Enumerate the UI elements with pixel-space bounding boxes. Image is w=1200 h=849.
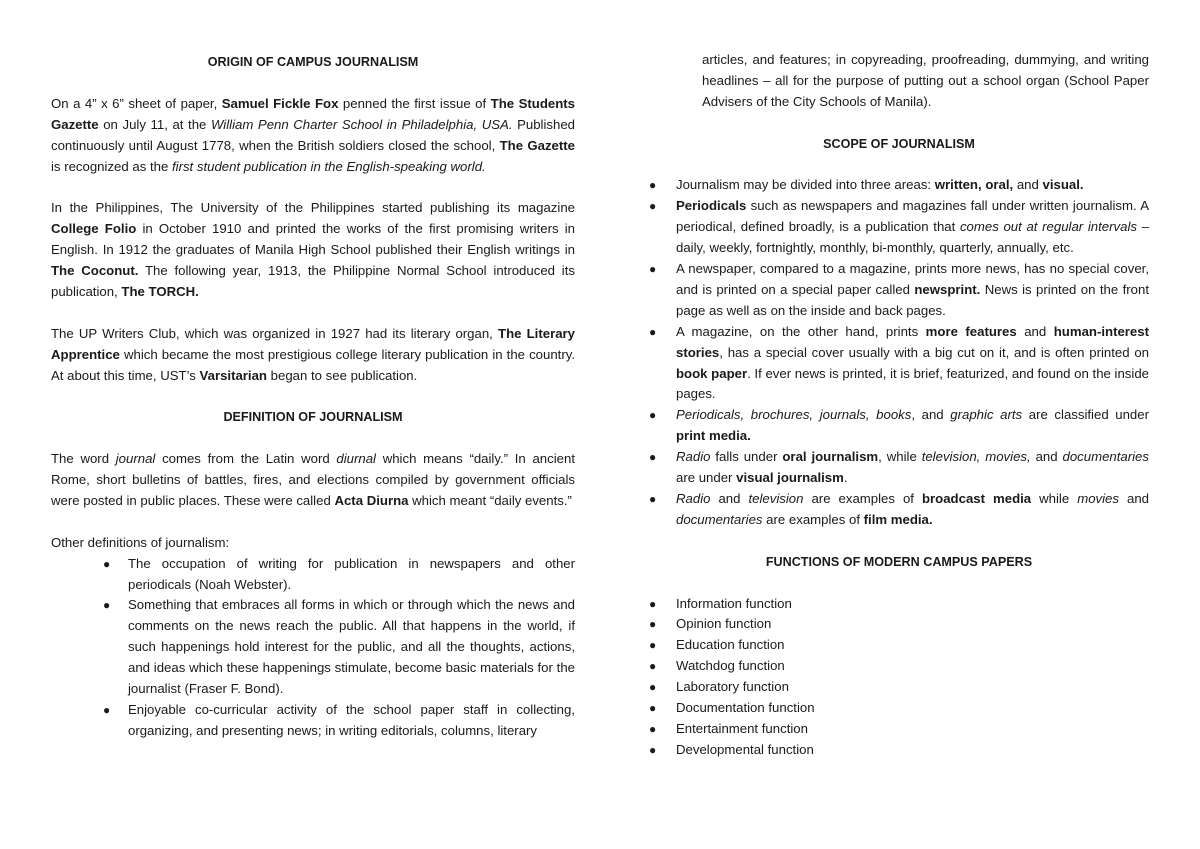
text: Journalism may be divided into three areas:: [676, 177, 935, 193]
text: is recognized as the: [51, 158, 172, 174]
scope-heading: SCOPE OF JOURNALISM: [823, 136, 975, 151]
text: News is printed on the front page as well as on the inside and back pages.: [676, 281, 1149, 318]
list-item-text: Opinion function: [676, 616, 772, 632]
definition-paragraph: [51, 449, 575, 512]
list-item-text: Entertainment function: [676, 720, 808, 736]
text: which means “daily.” In ancient Rome, short bulletins of battles, fires, and elections compiled by government officials were posted in public places. These were called: [51, 451, 575, 508]
text: , and: [911, 407, 951, 423]
functions-list: [649, 594, 1149, 761]
list-item: [649, 635, 1149, 656]
text: The UP Writers Club, which was organized in 1927 had its literary organ,: [51, 325, 499, 341]
list-item: [649, 196, 1149, 259]
bullet-icon: ●: [649, 596, 657, 611]
list-item-text: Laboratory function: [676, 679, 789, 695]
bold-text: College Folio: [51, 221, 137, 237]
text: – daily, weekly, fortnightly, monthly, bi-monthly, quarterly, annually, etc.: [676, 219, 1149, 256]
bold-text: Varsitarian: [199, 367, 267, 383]
text: A magazine, on the other hand, prints: [676, 323, 926, 339]
bold-text: film media.: [863, 511, 933, 527]
text: in October 1910 and printed the works of the first promising writers in English. In 1912 the graduates of Manila High School published their English writings in: [51, 221, 575, 258]
text: are under: [676, 470, 737, 486]
text: which meant “daily events.”: [408, 492, 572, 508]
italic-text: journal: [115, 451, 156, 467]
list-item: [649, 614, 1149, 635]
origin-paragraph-3: [51, 324, 575, 387]
other-definitions-label: Other definitions of journalism:: [51, 534, 230, 550]
definitions-list: [103, 554, 575, 742]
bold-text: human-interest stories: [676, 323, 1149, 360]
text: are examples of: [762, 511, 864, 527]
text: The following year, 1913, the Philippine Normal School introduced its publication,: [51, 263, 575, 299]
list-item: [649, 677, 1149, 698]
text: such as newspapers and magazines fall under written journalism. A periodical, defined broadly, is a publication that: [676, 198, 1149, 235]
text: which became the most prestigious college literary publication in the country. At about this time, UST’s: [51, 346, 575, 383]
list-item-text: Information function: [676, 595, 792, 611]
italic-text: diurnal: [336, 451, 376, 467]
italic-text: movies: [1077, 491, 1119, 506]
text: and: [1013, 177, 1043, 193]
list-item: [103, 700, 575, 742]
bullet-icon: ●: [649, 680, 657, 695]
bold-text: The Students Gazette: [51, 95, 575, 132]
italic-text: Periodicals, brochures, journals, books: [676, 407, 912, 423]
origin-heading: ORIGIN OF CAMPUS JOURNALISM: [207, 55, 419, 69]
bullet-icon: ●: [649, 262, 657, 277]
bold-text: oral journalism: [782, 449, 879, 465]
list-item: [649, 698, 1149, 719]
right-column: [649, 50, 1149, 782]
text: falls under: [710, 449, 783, 465]
origin-paragraph-1: [51, 94, 575, 178]
bullet-icon: ●: [649, 742, 657, 757]
italic-text: Radio: [676, 491, 711, 506]
list-item: [649, 740, 1149, 761]
bullet-icon: ●: [649, 178, 657, 193]
bold-text: The Gazette: [499, 137, 576, 153]
text: , while: [878, 449, 922, 465]
list-item: [649, 656, 1149, 677]
bold-text: Samuel Fickle Fox: [221, 95, 339, 111]
bullet-icon: ●: [649, 450, 657, 465]
bullet-icon: ●: [649, 492, 657, 506]
bold-text: The TORCH.: [121, 283, 199, 299]
text: A newspaper, compared to a magazine, prints more news, has no special cover, and is printed on a special paper called: [676, 261, 1149, 297]
italic-text: comes out at regular intervals: [959, 219, 1137, 235]
italic-text: documentaries: [676, 511, 763, 527]
bullet-icon: ●: [649, 701, 657, 716]
italic-text: William Penn Charter School in Philadelphia, USA.: [210, 116, 513, 132]
bold-text: broadcast media: [921, 491, 1032, 506]
text: on July 11, at the: [98, 116, 211, 132]
bold-text: The Coconut.: [51, 263, 139, 279]
list-item: [649, 594, 1149, 615]
bullet-icon: ●: [649, 721, 657, 736]
bold-text: Periodicals: [676, 198, 747, 214]
bullet-icon: ●: [649, 408, 657, 423]
list-item-text: Education function: [676, 637, 785, 653]
definition-continuation: articles, and features; in copyreading, proofreading, dummying, and writing headlines – all for the purpose of putting out a school organ (School Paper Advisers of the City Schools of Manila).: [702, 52, 1149, 109]
text: and: [1118, 491, 1149, 506]
bold-text: book paper: [676, 365, 748, 381]
text: The word: [51, 451, 116, 467]
text: comes from the Latin word: [155, 451, 337, 467]
bold-text: Acta Diurna: [334, 492, 409, 508]
bold-text: newsprint.: [914, 281, 981, 297]
list-item: [103, 554, 575, 596]
bullet-icon: ●: [649, 617, 657, 632]
italic-text: graphic arts: [950, 407, 1023, 423]
bullet-icon: ●: [649, 324, 657, 339]
definition-heading: DEFINITION OF JOURNALISM: [223, 410, 403, 425]
bullet-icon: ●: [649, 638, 657, 653]
text: Published continuously until August 1778, when the British soldiers closed the school,: [51, 116, 575, 153]
list-item: [649, 719, 1149, 740]
left-column: [51, 52, 575, 742]
bullet-icon: ●: [103, 598, 111, 613]
text: penned the first issue of: [338, 95, 491, 111]
text: and: [710, 491, 749, 506]
list-item: [649, 447, 1149, 489]
italic-text: television, movies,: [921, 449, 1031, 465]
list-item-text: The occupation of writing for publication in newspapers and other periodicals (Noah Webster).: [128, 555, 575, 592]
text: are examples of: [803, 491, 922, 506]
functions-heading: FUNCTIONS OF MODERN CAMPUS PAPERS: [765, 554, 1033, 569]
bullet-icon: ●: [649, 199, 657, 214]
scope-list: [649, 175, 1149, 530]
bullet-icon: ●: [103, 703, 111, 717]
list-item: [649, 405, 1149, 447]
text: and: [1016, 323, 1054, 339]
italic-text: first student publication in the English-speaking world.: [171, 158, 486, 174]
bullet-icon: ●: [103, 556, 111, 571]
text: , has a special cover usually with a big cut on it, and is often printed on: [719, 344, 1149, 360]
italic-text: documentaries: [1062, 449, 1149, 465]
list-item: [649, 175, 1149, 196]
list-item: [649, 489, 1149, 531]
list-item-text: Developmental function: [676, 741, 814, 757]
bold-text: more features: [925, 323, 1017, 339]
italic-text: Radio: [676, 449, 711, 465]
origin-paragraph-2: [51, 198, 575, 303]
text: . If ever news is printed, it is brief, featurized, and found on the inside pages.: [676, 365, 1149, 402]
bold-text: The Literary Apprentice: [51, 325, 575, 362]
text: .: [843, 470, 848, 486]
list-item-text: Enjoyable co-curricular activity of the school paper staff in collecting, organizing, and presenting news; in writing editorials, columns, literary: [128, 702, 575, 738]
text: On a 4” x 6” sheet of paper,: [51, 95, 222, 111]
text: In the Philippines, The University of the Philippines started publishing its magazine: [51, 200, 575, 216]
bold-text: written, oral,: [934, 177, 1014, 193]
bullet-icon: ●: [649, 659, 657, 674]
list-item: [649, 322, 1149, 406]
italic-text: television: [748, 491, 804, 506]
list-item: [649, 259, 1149, 322]
text: and: [1030, 449, 1063, 465]
list-item-text: Watchdog function: [676, 658, 785, 674]
list-item-text: Documentation function: [676, 700, 815, 716]
list-item-text: Something that embraces all forms in which or through which the news and comments on the news reach the public. All that happens in the world, if such happenings hold interest for the public, and all the thoughts, actions, and ideas which these happenings stimulate, become basic materials for the journalist (Fraser F. Bond).: [128, 597, 575, 697]
text: while: [1031, 491, 1078, 506]
text: are classified under: [1022, 407, 1149, 423]
list-item: [103, 595, 575, 700]
bold-text: visual.: [1042, 177, 1084, 193]
text: began to see publication.: [267, 367, 418, 383]
bold-text: print media.: [676, 428, 751, 444]
bold-text: visual journalism: [736, 470, 844, 486]
